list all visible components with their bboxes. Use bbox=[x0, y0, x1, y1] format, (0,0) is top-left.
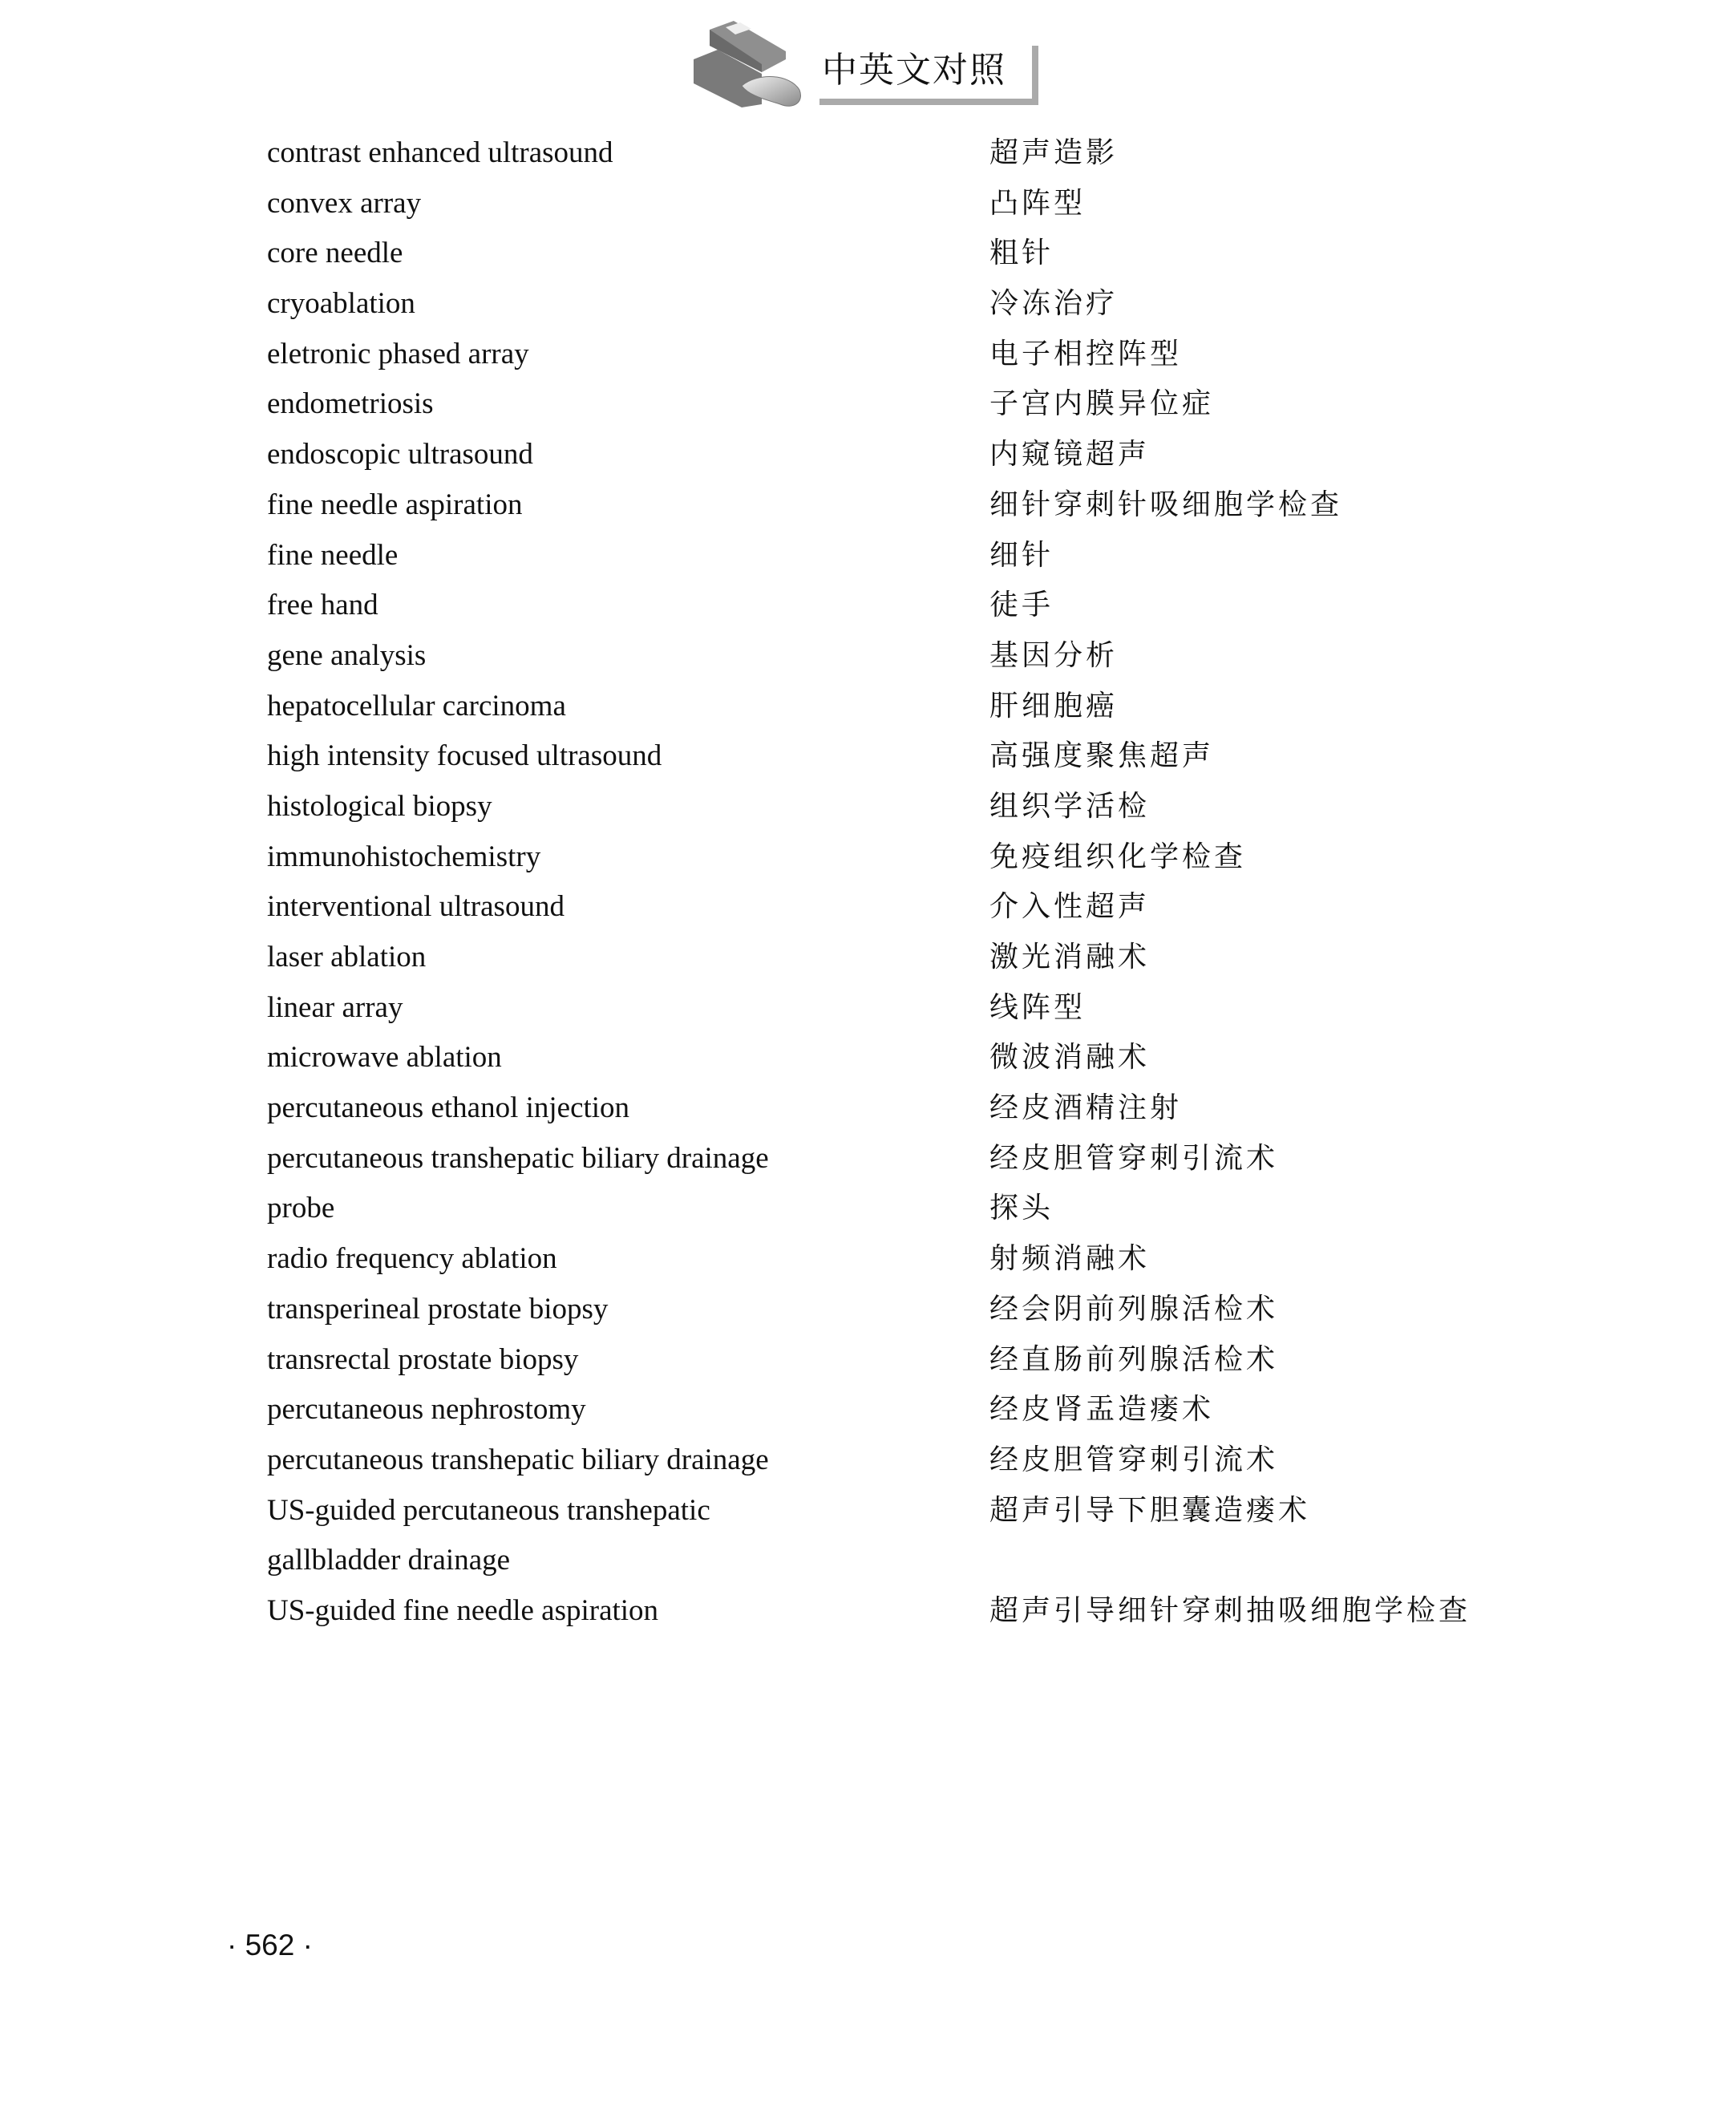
english-term: histological biopsy bbox=[267, 789, 492, 823]
english-term: core needle bbox=[267, 237, 403, 270]
english-term: endometriosis bbox=[267, 387, 434, 421]
english-term: probe bbox=[267, 1192, 335, 1225]
english-term: transrectal prostate biopsy bbox=[267, 1342, 579, 1376]
english-term: gallbladder drainage bbox=[267, 1544, 511, 1577]
chinese-term: 激光消融术 bbox=[989, 941, 1151, 974]
title-bar-bottom bbox=[819, 99, 1038, 105]
english-term: convex array bbox=[267, 186, 422, 220]
glossary-entry bbox=[267, 1536, 1550, 1586]
glossary-entry bbox=[267, 1335, 1550, 1386]
glossary-entry bbox=[267, 330, 1550, 380]
section-title: 中英文对照 bbox=[822, 50, 1006, 91]
chinese-term: 线阵型 bbox=[989, 990, 1087, 1024]
glossary-entry bbox=[267, 531, 1550, 581]
chinese-term: 基因分析 bbox=[989, 638, 1119, 672]
chinese-term: 徒手 bbox=[989, 589, 1054, 622]
english-term: interventional ultrasound bbox=[267, 890, 565, 924]
glossary-entry bbox=[267, 682, 1550, 732]
english-term: high intensity focused ultrasound bbox=[267, 739, 662, 773]
chinese-term: 细针穿刺针吸细胞学检查 bbox=[989, 488, 1343, 521]
glossary-entry bbox=[267, 1385, 1550, 1435]
chinese-term: 凸阵型 bbox=[989, 186, 1087, 220]
glossary-entry bbox=[267, 882, 1550, 933]
chinese-term: 免疫组织化学检查 bbox=[989, 840, 1247, 873]
english-term: US-guided fine needle aspiration bbox=[267, 1593, 659, 1627]
page-header bbox=[686, 10, 1054, 114]
chinese-term: 经皮胆管穿刺引流术 bbox=[989, 1443, 1279, 1476]
chinese-term: 内窥镜超声 bbox=[989, 438, 1151, 472]
english-term: laser ablation bbox=[267, 941, 427, 974]
glossary-entry bbox=[267, 1184, 1550, 1234]
english-term: eletronic phased array bbox=[267, 337, 529, 370]
english-term: hepatocellular carcinoma bbox=[267, 689, 566, 723]
glossary-entry bbox=[267, 1486, 1550, 1536]
chinese-term: 肝细胞癌 bbox=[989, 689, 1119, 723]
english-term: cryoablation bbox=[267, 287, 415, 321]
glossary-entry bbox=[267, 581, 1550, 631]
chinese-term: 射频消融术 bbox=[989, 1242, 1151, 1276]
glossary-entry bbox=[267, 983, 1550, 1034]
chinese-term: 介入性超声 bbox=[989, 890, 1151, 924]
glossary-entry bbox=[267, 128, 1550, 179]
page-number: · 562 · bbox=[227, 1929, 313, 1961]
english-term: fine needle bbox=[267, 538, 399, 572]
glossary-entry bbox=[267, 1586, 1550, 1637]
english-term: percutaneous transhepatic biliary drainage bbox=[267, 1141, 769, 1175]
english-term: contrast enhanced ultrasound bbox=[267, 136, 613, 169]
book-and-mouse-icon bbox=[686, 10, 806, 110]
english-term: immunohistochemistry bbox=[267, 840, 541, 873]
section-title-box bbox=[822, 46, 1038, 102]
glossary-entry bbox=[267, 1435, 1550, 1486]
chinese-term: 电子相控阵型 bbox=[989, 337, 1183, 370]
glossary-entry bbox=[267, 631, 1550, 682]
chinese-term: 超声引导细针穿刺抽吸细胞学检查 bbox=[989, 1593, 1471, 1627]
chinese-term: 经皮肾盂造瘘术 bbox=[989, 1393, 1215, 1427]
english-term: free hand bbox=[267, 589, 378, 622]
english-term: percutaneous transhepatic biliary drainage bbox=[267, 1443, 769, 1476]
glossary-list bbox=[267, 128, 1550, 1637]
english-term: microwave ablation bbox=[267, 1041, 502, 1075]
chinese-term: 粗针 bbox=[989, 237, 1054, 270]
glossary-entry bbox=[267, 832, 1550, 883]
glossary-entry bbox=[267, 1285, 1550, 1335]
glossary-entry bbox=[267, 279, 1550, 330]
chinese-term: 经皮胆管穿刺引流术 bbox=[989, 1141, 1279, 1175]
chinese-term: 微波消融术 bbox=[989, 1041, 1151, 1075]
title-bar-right bbox=[1032, 46, 1038, 105]
glossary-entry bbox=[267, 480, 1550, 531]
chinese-term: 经皮酒精注射 bbox=[989, 1091, 1183, 1125]
glossary-entry bbox=[267, 179, 1550, 229]
chinese-term: 冷冻治疗 bbox=[989, 287, 1119, 321]
chinese-term: 超声造影 bbox=[989, 136, 1119, 169]
english-term: gene analysis bbox=[267, 638, 427, 672]
english-term: US-guided percutaneous transhepatic bbox=[267, 1493, 710, 1527]
glossary-entry bbox=[267, 933, 1550, 983]
glossary-entry bbox=[267, 1083, 1550, 1134]
chinese-term: 经直肠前列腺活检术 bbox=[989, 1342, 1279, 1376]
glossary-entry bbox=[267, 1134, 1550, 1184]
chinese-term: 经会阴前列腺活检术 bbox=[989, 1292, 1279, 1326]
glossary-entry bbox=[267, 379, 1550, 430]
glossary-entry bbox=[267, 430, 1550, 480]
glossary-entry bbox=[267, 782, 1550, 832]
english-term: percutaneous nephrostomy bbox=[267, 1393, 586, 1427]
chinese-term: 探头 bbox=[989, 1192, 1054, 1225]
chinese-term: 组织学活检 bbox=[989, 789, 1151, 823]
english-term: endoscopic ultrasound bbox=[267, 438, 533, 472]
chinese-term: 高强度聚焦超声 bbox=[989, 739, 1215, 773]
chinese-term: 子宫内膜异位症 bbox=[989, 387, 1215, 421]
glossary-entry bbox=[267, 1234, 1550, 1285]
chinese-term: 细针 bbox=[989, 538, 1054, 572]
english-term: linear array bbox=[267, 990, 403, 1024]
english-term: radio frequency ablation bbox=[267, 1242, 557, 1276]
english-term: transperineal prostate biopsy bbox=[267, 1292, 609, 1326]
glossary-entry bbox=[267, 1033, 1550, 1083]
glossary-entry bbox=[267, 229, 1550, 279]
english-term: fine needle aspiration bbox=[267, 488, 523, 521]
glossary-entry bbox=[267, 731, 1550, 782]
english-term: percutaneous ethanol injection bbox=[267, 1091, 630, 1125]
chinese-term: 超声引导下胆囊造瘘术 bbox=[989, 1493, 1311, 1527]
